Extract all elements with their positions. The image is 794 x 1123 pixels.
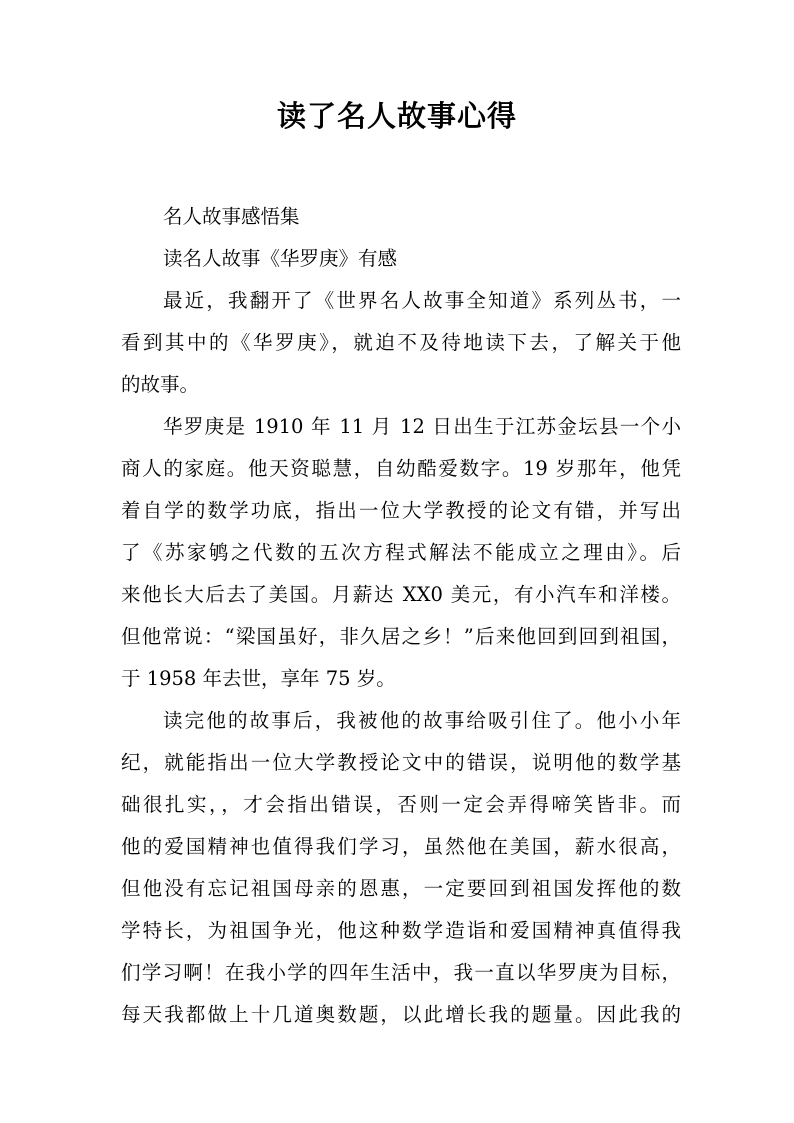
- paragraph-line: 了《苏家鸲之代数的五次方程式解法不能成立之理由》。后: [121, 541, 681, 564]
- paragraph-line: 最近，我翻开了《世界名人故事全知道》系列丛书，一: [163, 289, 681, 312]
- paragraph-line: 们学习啊！在我小学的四年生活中，我一直以华罗庚为目标，: [121, 961, 681, 984]
- paragraph-line: 读完他的故事后，我被他的故事给吸引住了。他小小年: [163, 709, 681, 732]
- paragraph-line: 但他没有忘记祖国母亲的恩惠，一定要回到祖国发挥他的数: [121, 877, 681, 900]
- subtitle-collection: 名人故事感悟集: [163, 205, 300, 228]
- paragraph-line: 看到其中的《华罗庚》，就迫不及待地读下去，了解关于他: [121, 331, 681, 354]
- document-title: 读了名人故事心得: [276, 99, 517, 133]
- paragraph-line: 的故事。: [121, 373, 200, 396]
- subtitle-essay: 读名人故事《华罗庚》有感: [163, 247, 398, 270]
- paragraph-line: 华罗庚是 1910 年 11 月 12 日出生于江苏金坛县一个小: [163, 415, 681, 438]
- paragraph-line: 来他长大后去了美国。月薪达 XX0 美元，有小汽车和洋楼。: [121, 583, 681, 606]
- paragraph-line: 于 1958 年去世，享年 75 岁。: [121, 667, 396, 690]
- paragraph-line: 但他常说：“梁国虽好，非久居之乡！”后来他回到回到祖国，: [121, 625, 681, 648]
- paragraph-line: 础很扎实，，才会指出错误，否则一定会弄得啼笑皆非。而: [121, 793, 681, 816]
- paragraph-line: 每天我都做上十几道奥数题，以此增长我的题量。因此我的: [121, 1003, 681, 1026]
- paragraph-line: 学特长，为祖国争光，他这种数学造诣和爱国精神真值得我: [121, 919, 681, 942]
- paragraph-line: 他的爱国精神也值得我们学习，虽然他在美国，薪水很高，: [121, 835, 681, 858]
- document-body: [121, 196, 681, 1036]
- paragraph-line: 商人的家庭。他天资聪慧，自幼酷爱数字。19 岁那年，他凭: [121, 457, 681, 480]
- paragraph-line: 着自学的数学功底，指出一位大学教授的论文有错，并写出: [121, 499, 681, 522]
- paragraph-line: 纪，就能指出一位大学教授论文中的错误，说明他的数学基: [121, 751, 681, 774]
